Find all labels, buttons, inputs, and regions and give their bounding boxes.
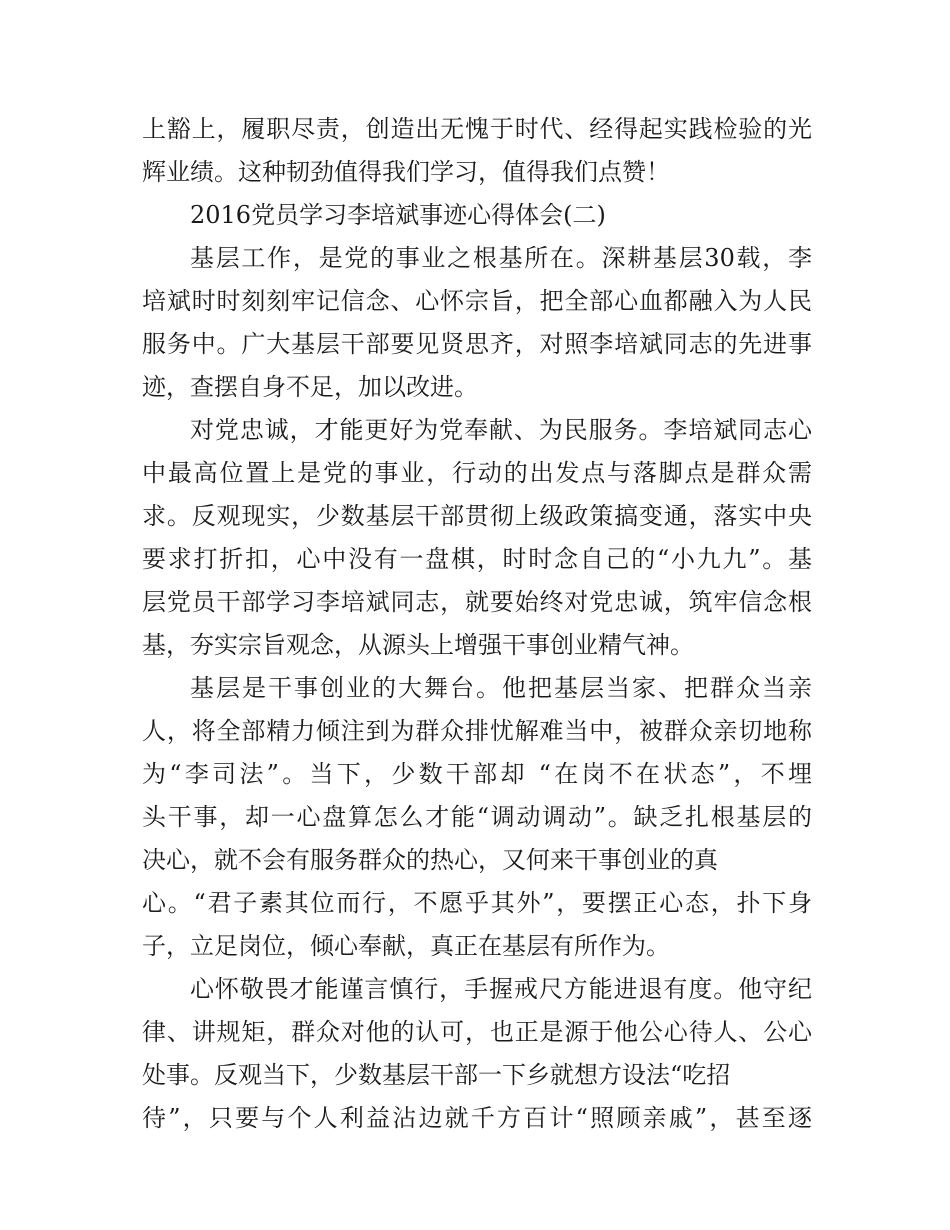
body-line: 中最高位置上是党的事业，行动的出发点与落脚点是群众需 <box>142 459 812 487</box>
body-line: 求。反观现实，少数基层干部贯彻上级政策搞变通，落实中央 <box>142 502 812 530</box>
body-line: 要求打折扣，心中没有一盘棋，时时念自己的“小九九”。基 <box>142 545 812 573</box>
body-line: 子，立足岗位，倾心奉献，真正在基层有所作为。 <box>142 932 670 960</box>
body-line: 上豁上，履职尽责，创造出无愧于时代、经得起实践检验的光 <box>142 115 812 143</box>
body-line: 待”，只要与个人利益沾边就千方百计“照顾亲戚”，甚至逐 <box>142 1104 812 1132</box>
body-line: 辉业绩。这种韧劲值得我们学习，值得我们点赞！ <box>142 158 670 186</box>
body-line: 对党忠诚，才能更好为党奉献、为民服务。李培斌同志心 <box>190 416 812 444</box>
body-line: 心怀敬畏才能谨言慎行，手握戒尺方能进退有度。他守纪 <box>190 975 812 1003</box>
section-heading: 2016党员学习李培斌事迹心得体会(二) <box>190 201 606 229</box>
body-line: 人，将全部精力倾注到为群众排忧解难当中，被群众亲切地称 <box>142 717 812 745</box>
body-line: 培斌时时刻刻牢记信念、心怀宗旨，把全部心血都融入为人民 <box>142 287 812 315</box>
body-line: 基层工作，是党的事业之根基所在。深耕基层30载，李 <box>190 244 812 272</box>
body-line: 律、讲规矩，群众对他的认可，也正是源于他公心待人、公心 <box>142 1018 812 1046</box>
body-line: 服务中。广大基层干部要见贤思齐，对照李培斌同志的先进事 <box>142 330 812 358</box>
body-line: 决心，就不会有服务群众的热心，又何来干事创业的真 <box>142 846 718 874</box>
body-line: 迹，查摆自身不足，加以改进。 <box>142 373 478 401</box>
body-line: 基层是干事创业的大舞台。他把基层当家、把群众当亲 <box>190 674 812 702</box>
document-body <box>142 108 812 1140</box>
body-line: 层党员干部学习李培斌同志，就要始终对党忠诚，筑牢信念根 <box>142 588 812 616</box>
body-line: 为“李司法”。当下，少数干部却 “在岗不在状态”，不埋 <box>142 760 812 788</box>
body-line: 心。“君子素其位而行，不愿乎其外”，要摆正心态，扑下身 <box>142 889 812 917</box>
body-line: 处事。反观当下，少数基层干部一下乡就想方设法“吃招 <box>142 1061 731 1089</box>
body-line: 基，夯实宗旨观念，从源头上增强干事创业精气神。 <box>142 631 694 659</box>
body-line: 头干事，却一心盘算怎么才能“调动调动”。缺乏扎根基层的 <box>142 803 812 831</box>
